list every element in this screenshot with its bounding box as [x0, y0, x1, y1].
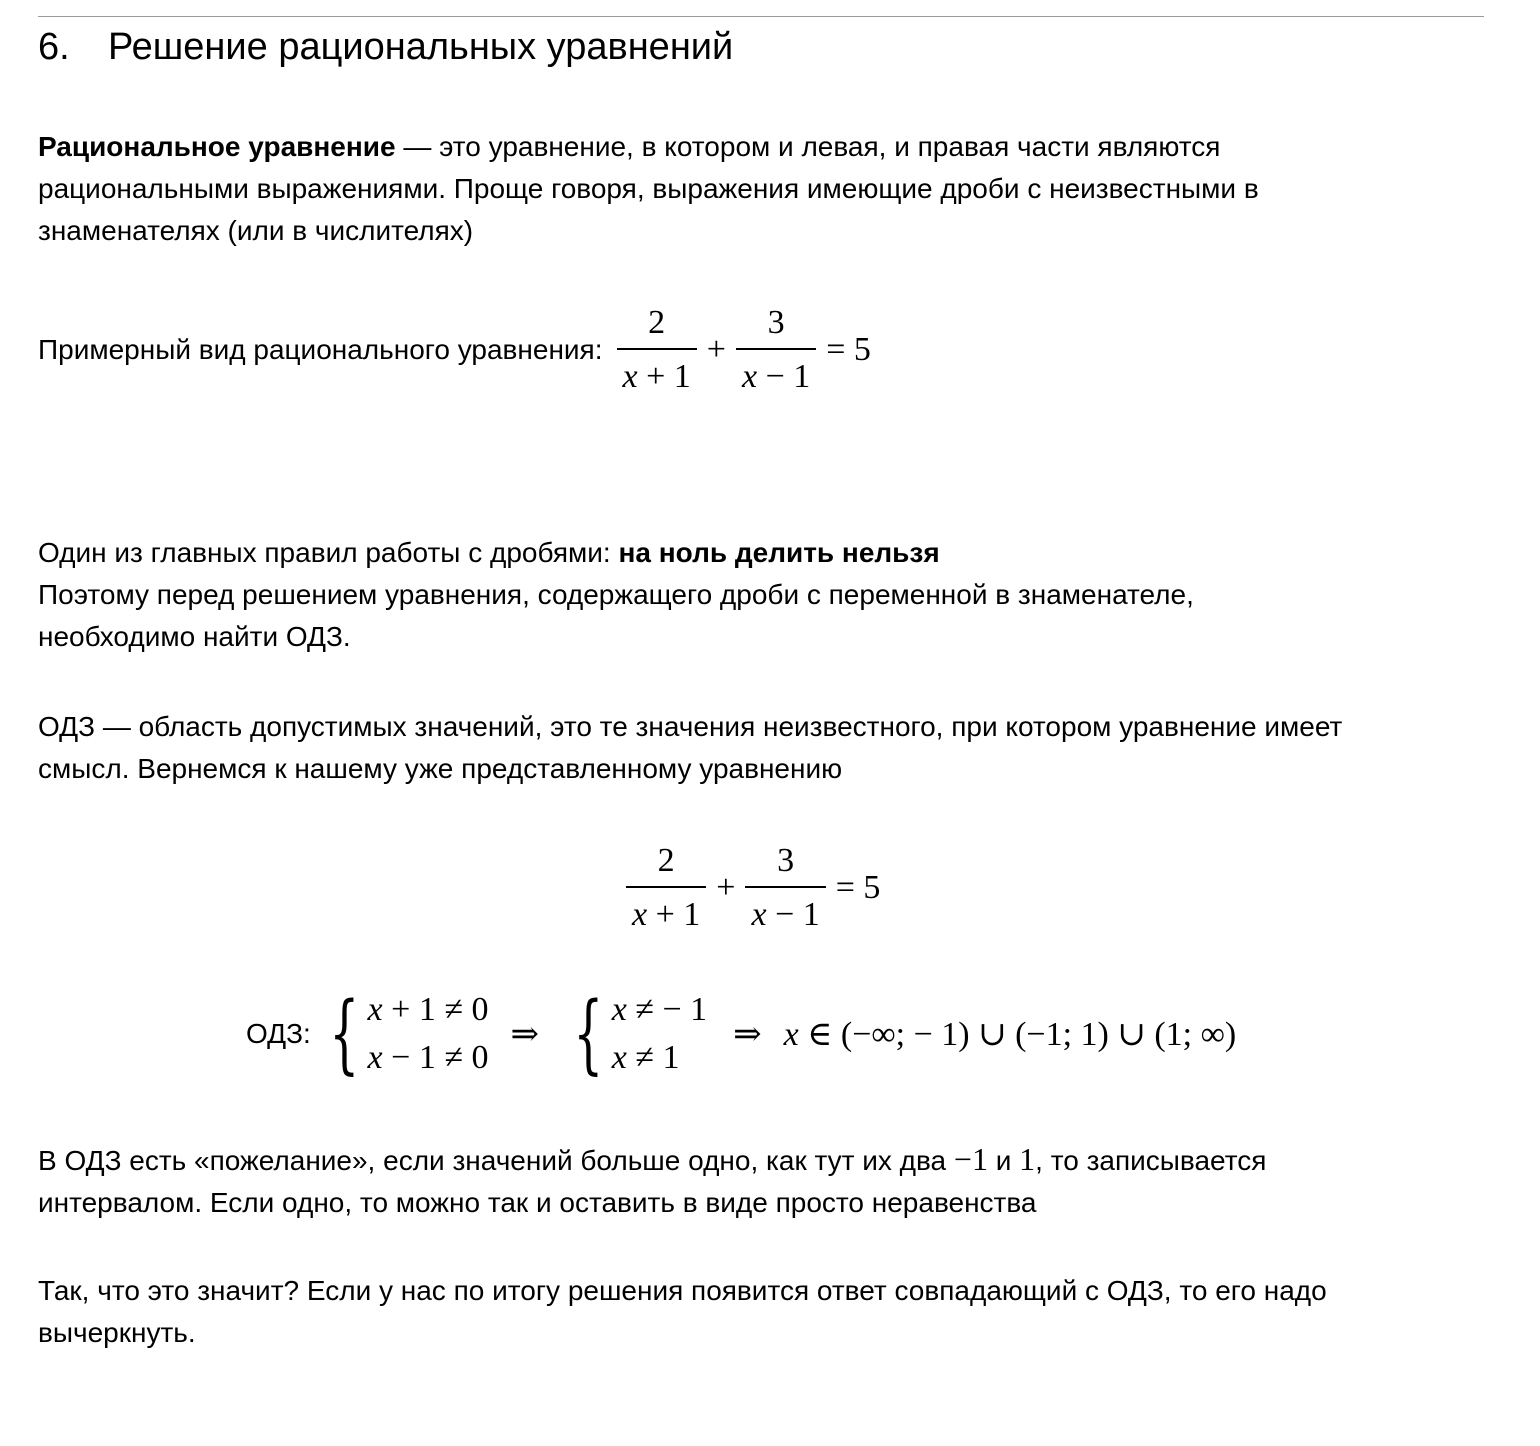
equation-rhs: = 5 [826, 331, 871, 368]
fraction-denominator: x − 1 [745, 886, 825, 934]
example-fraction-1 [617, 304, 697, 396]
rule-text: Один из главных правил работы с дробями: [38, 537, 619, 568]
fraction-numerator: 2 [648, 304, 666, 341]
section-number: 6. [38, 26, 70, 68]
odz-system-line [246, 984, 1236, 1084]
wish-paragraph [38, 1138, 1438, 1224]
rule-bold: на ноль делить нельзя [618, 537, 940, 568]
example-fraction-2 [736, 304, 816, 396]
odz-definition-paragraph [38, 706, 1438, 790]
wish-value-1: −1 [953, 1141, 988, 1177]
implies-arrow: ⇒ [510, 1016, 539, 1053]
rule-line2: Поэтому перед решением уравнения, содержащего дроби с переменной в знаменателе, необходимо найти ОДЗ. [38, 579, 1194, 652]
centered-equation [620, 838, 884, 938]
conclusion-paragraph [38, 1270, 1478, 1354]
system-row: x ≠ 1 [611, 1039, 680, 1076]
centered-fraction-1 [626, 842, 706, 934]
odz-definition-text: ОДЗ — область допустимых значений, это те значения неизвестного, при котором уравнение имеет смысл. Вернемся к нашему уже представленному уравнению [38, 711, 1343, 784]
fraction-numerator: 3 [767, 304, 785, 341]
fraction-denominator: x − 1 [736, 348, 816, 396]
odz-system-1 [321, 986, 489, 1082]
wish-text-2: , то записывается интервалом. Если одно, то можно так и оставить в виде просто неравенства [38, 1145, 1267, 1218]
centered-fraction-2 [745, 842, 825, 934]
system-row: x ≠ − 1 [611, 991, 708, 1028]
plus-sign: + [706, 331, 726, 368]
odz-label: ОДЗ: [246, 1018, 311, 1049]
left-brace-icon: { [573, 984, 604, 1084]
fraction-denominator: x + 1 [617, 348, 697, 396]
fraction-numerator: 3 [777, 842, 795, 879]
wish-value-2: 1 [1019, 1141, 1036, 1177]
odz-result: x ∈ (−∞; − 1) ∪ (−1; 1) ∪ (1; ∞) [783, 1016, 1237, 1053]
odz-system-2 [565, 986, 707, 1082]
system-row: x + 1 ≠ 0 [367, 991, 489, 1028]
plus-sign: + [716, 869, 736, 906]
section-heading [38, 22, 733, 72]
example-equation [611, 304, 875, 396]
rule-paragraph [38, 532, 1358, 658]
equation-rhs: = 5 [835, 869, 881, 906]
definition-paragraph [38, 126, 1338, 252]
conclusion-text: Так, что это значит? Если у нас по итогу решения появится ответ совпадающий с ОДЗ, то его надо вычеркнуть. [38, 1275, 1327, 1348]
fraction-numerator: 2 [657, 842, 675, 879]
top-divider [38, 16, 1484, 17]
definition-term: Рациональное уравнение [38, 131, 396, 162]
system-row: x − 1 ≠ 0 [367, 1039, 489, 1076]
left-brace-icon: { [329, 984, 360, 1084]
section-title: Решение рациональных уравнений [108, 26, 734, 68]
wish-and: и [987, 1145, 1020, 1176]
fraction-denominator: x + 1 [626, 886, 706, 934]
implies-arrow: ⇒ [733, 1016, 762, 1053]
example-label: Примерный вид рационального уравнения: [38, 334, 603, 365]
definition-text: — это уравнение, в котором и левая, и правая части являются рациональными выражениями. Проще говоря, выражения имеющие дроби с неизвестными в знаменателях (или в числителях) [38, 131, 1259, 246]
example-equation-line [38, 300, 875, 400]
wish-text-1: В ОДЗ есть «пожелание», если значений больше одно, как тут их два [38, 1145, 954, 1176]
